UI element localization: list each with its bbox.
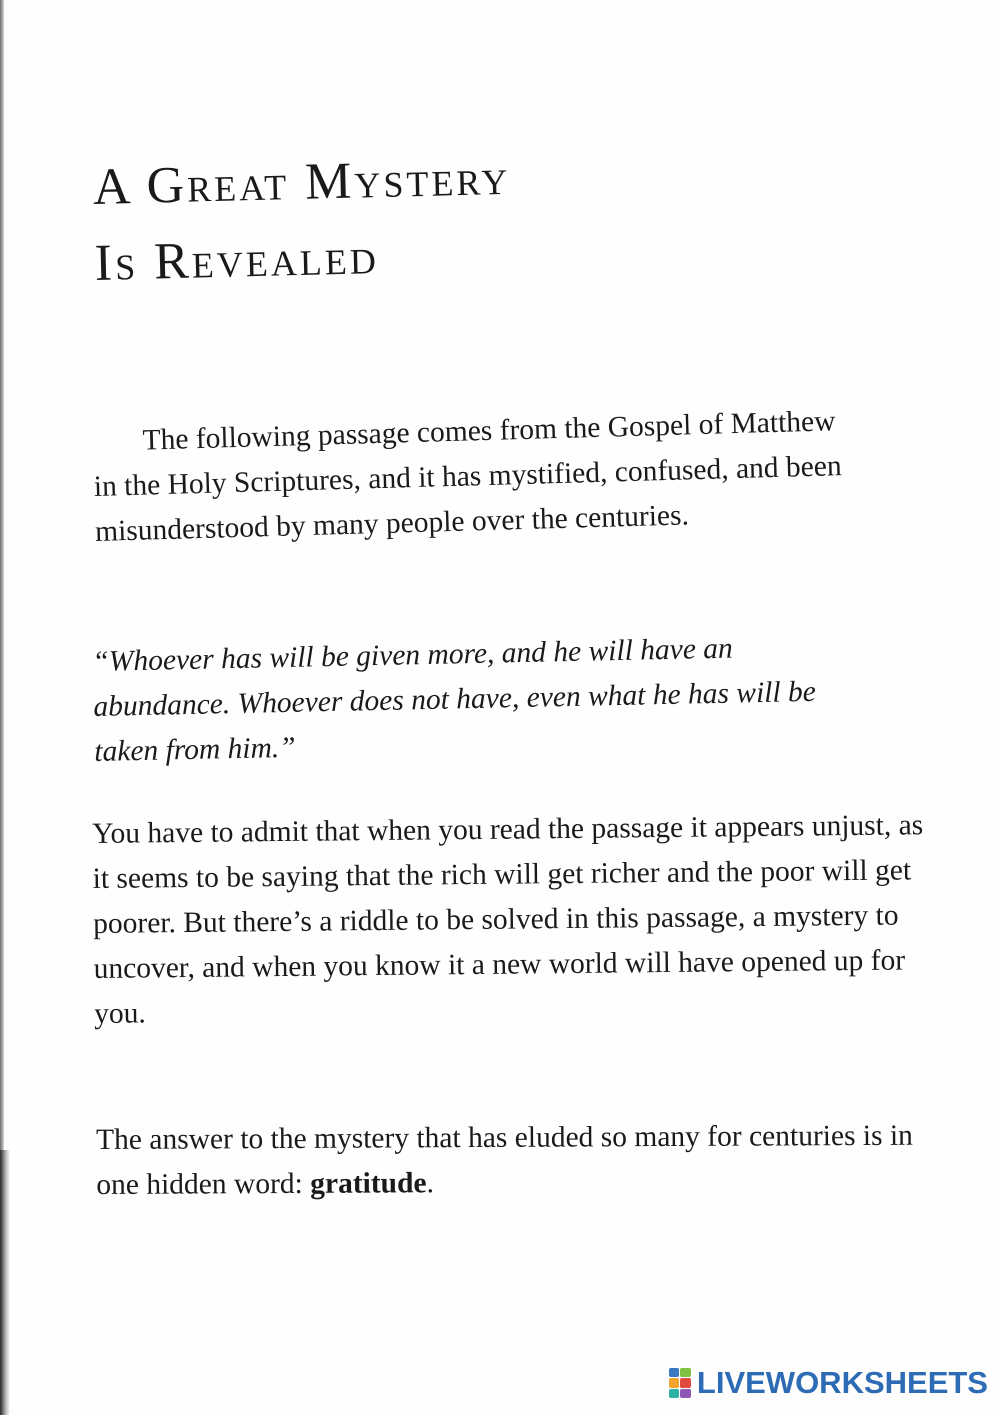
answer-paragraph	[96, 1114, 936, 1208]
liveworksheets-watermark	[669, 1363, 988, 1403]
page-edge-shadow-lower	[0, 1150, 10, 1415]
scripture-quote: “Whoever has will be given more, and he will have an abundance. Whoever does not have, even what he has will be taken from him.”	[92, 632, 817, 768]
body-paragraph: You have to admit that when you read the passage it appears unjust, as it seems to be saying that the rich will get richer and the poor will get poorer. But there’s a riddle to be solved in this passage, a mystery to uncover, and when you know it a new world will have opened up for you.	[92, 809, 924, 1030]
answer-word: gratitude	[310, 1167, 427, 1200]
chapter-title-line-2: Is Revealed	[94, 228, 380, 292]
chapter-title-line-1: A Great Mystery	[92, 148, 511, 216]
intro-paragraph: The following passage comes from the Gospel of Matthew in the Holy Scriptures, and it has mystified, confused, and been misunderstood by many people over the centuries.	[93, 405, 843, 548]
chapter-title	[92, 135, 716, 302]
answer-suffix: .	[426, 1167, 434, 1200]
answer-prefix: The answer to the mystery that has eluded so many for centuries is in one hidden word:	[96, 1119, 913, 1201]
watermark-text: LIVEWORKSHEETS	[696, 1365, 988, 1400]
liveworksheets-logo-icon	[669, 1368, 691, 1398]
